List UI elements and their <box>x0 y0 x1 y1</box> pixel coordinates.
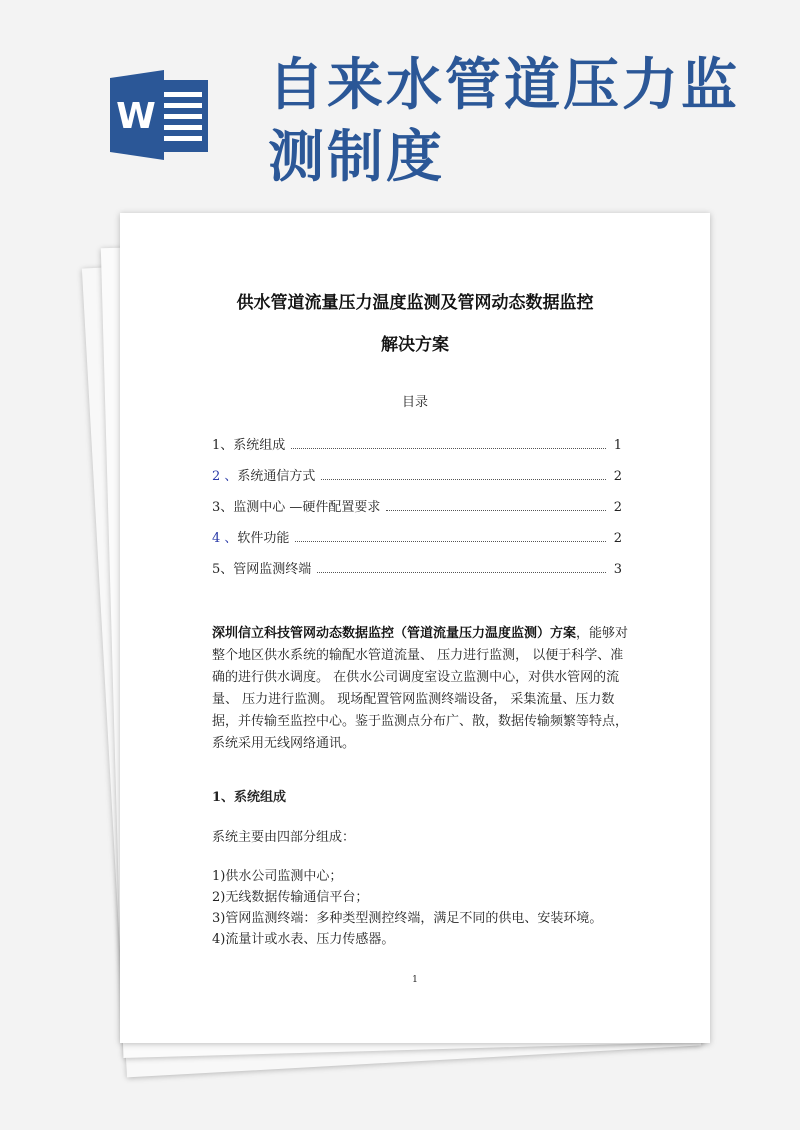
document-title-line2: 解决方案 <box>381 335 449 355</box>
toc-entry-page: 2 <box>613 500 622 515</box>
list-item: 3)管网监测终端：多种类型测控终端，满足不同的供电、安装环境。 <box>212 911 603 926</box>
toc-entry-label: 监测中心 —硬件配置要求 <box>233 500 381 515</box>
toc-dot-leader <box>295 541 606 542</box>
toc-entry-label: 软件功能 <box>237 531 290 546</box>
toc-entry-label: 管网监测终端 <box>233 562 312 577</box>
toc-entry-page: 3 <box>613 562 622 577</box>
toc-entry[interactable] <box>212 434 622 465</box>
toc-entry-number: 1、 <box>212 438 234 453</box>
list-item: 4)流量计或水表、压力传感器。 <box>212 932 395 947</box>
toc-dot-leader <box>321 479 606 480</box>
toc-dot-leader <box>291 448 606 449</box>
toc-entry[interactable] <box>212 527 622 558</box>
intro-paragraph <box>212 623 630 755</box>
section1-heading: 1、系统组成 <box>212 790 287 805</box>
toc-entry[interactable] <box>212 465 622 496</box>
intro-body: ，能够对整个地区供水系统的输配水管道流量、 压力进行监测， 以便于科学、准确的进行供水调度。 在供水公司调度室设立监测中心，对供水管网的流量、 压力进行监测。 现场配置管网监测终端设备， 采集流量、压力数据，并传输至监控中心。鉴于监测点分布广、散，数据传输频繁等特点，系统采用无线网络通讯。 <box>212 626 629 751</box>
toc-heading: 目录 <box>401 395 428 410</box>
section1-intro: 系统主要由四部分组成： <box>212 830 356 845</box>
toc-entry-label: 系统通信方式 <box>237 469 316 484</box>
list-item: 1)供水公司监测中心； <box>212 869 343 884</box>
toc-entry[interactable] <box>212 496 622 527</box>
page-number: 1 <box>412 975 418 985</box>
word-logo-letter: W <box>116 96 156 137</box>
toc-entry-page: 2 <box>613 469 622 484</box>
toc-entry-number: 4 、 <box>212 531 238 546</box>
document-title-line1: 供水管道流量压力温度监测及管网动态数据监控 <box>236 293 594 313</box>
document-page <box>120 213 710 1043</box>
toc-entry-number: 2 、 <box>212 469 238 484</box>
toc-entry[interactable] <box>212 558 622 589</box>
banner-title: 自来水管道压力监测制度 <box>268 53 740 190</box>
toc-entry-number: 5、 <box>212 562 234 577</box>
toc-entry-page: 1 <box>613 438 622 453</box>
intro-lead: 深圳信立科技管网动态数据监控（管道流量压力温度监测）方案 <box>212 626 577 641</box>
toc-dot-leader <box>386 510 606 511</box>
section1-list <box>212 866 642 950</box>
word-logo <box>110 70 212 160</box>
toc-entry-page: 2 <box>613 531 622 546</box>
toc-dot-leader <box>317 572 606 573</box>
table-of-contents <box>212 434 622 589</box>
list-item: 2)无线数据传输通信平台； <box>212 890 369 905</box>
toc-entry-label: 系统组成 <box>233 438 286 453</box>
toc-entry-number: 3、 <box>212 500 234 515</box>
